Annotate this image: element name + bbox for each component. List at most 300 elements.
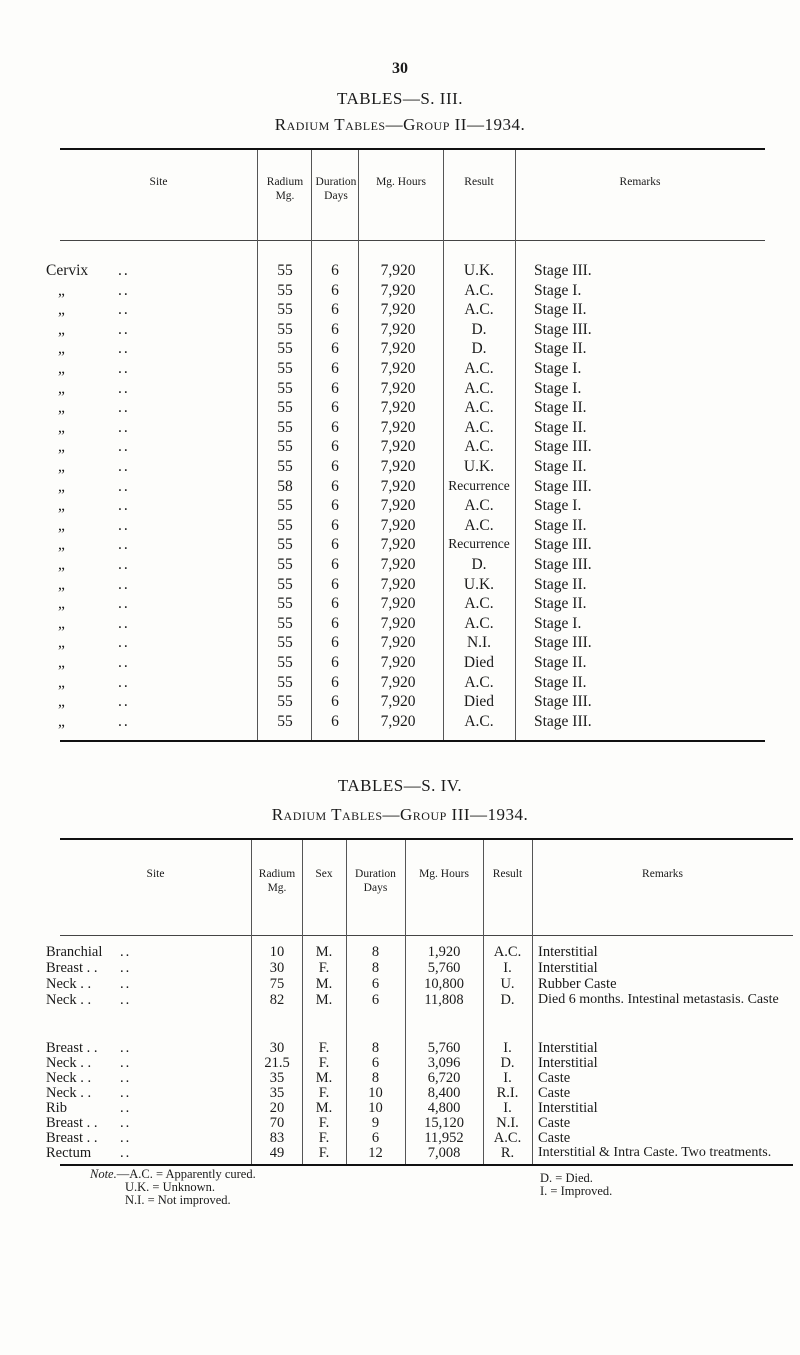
table-row [0, 536, 800, 553]
mg-hours-cell: 7,920 [380, 458, 416, 475]
duration-cell: 6 [371, 976, 380, 992]
site-cell: „ [58, 340, 65, 357]
radium-cell: 35 [269, 1085, 285, 1101]
table3-bottom-rule [60, 740, 765, 742]
site-cell: „ [58, 282, 65, 299]
site-cell: Breast . . [46, 960, 98, 976]
sex-cell: M. [315, 992, 333, 1008]
sex-cell: M. [315, 1070, 333, 1086]
site-cell: „ [58, 556, 65, 573]
duration-cell: 6 [331, 262, 339, 279]
result-cell: U.K. [463, 458, 495, 475]
mg-hours-cell: 7,920 [380, 497, 416, 514]
radium-cell: 55 [277, 536, 293, 553]
sex-cell: M. [315, 1100, 333, 1116]
dots-cell: .. [120, 1055, 132, 1071]
sex-cell: F. [318, 1055, 330, 1071]
radium-cell: 55 [277, 693, 293, 710]
radium-cell: 82 [269, 992, 285, 1008]
table3-title: TABLES—S. III. [336, 89, 464, 108]
duration-cell: 6 [331, 438, 339, 455]
table4-bottom-rule [60, 1164, 793, 1166]
duration-cell: 6 [371, 992, 380, 1008]
table4-header-sex: Sex [315, 868, 333, 880]
mg-hours-cell: 3,096 [427, 1055, 461, 1071]
dots-cell: .. [118, 713, 130, 730]
dots-cell: .. [118, 458, 130, 475]
sex-cell: F. [318, 1130, 330, 1146]
table3-top-rule [60, 148, 765, 150]
site-cell: „ [58, 321, 65, 338]
note-right [540, 1172, 612, 1198]
result-cell: A.C. [464, 419, 494, 436]
table-row [0, 654, 800, 671]
remarks-cell: Stage I. [534, 615, 582, 632]
site-cell: „ [58, 399, 65, 416]
mg-hours-cell: 7,920 [380, 634, 416, 651]
table-row [0, 360, 800, 377]
radium-cell: 55 [277, 419, 293, 436]
table-row [0, 556, 800, 573]
duration-cell: 6 [331, 615, 339, 632]
duration-cell: 12 [368, 1145, 383, 1161]
result-cell: U.K. [463, 576, 495, 593]
table-row [0, 301, 800, 318]
note-label: Note. [90, 1167, 117, 1181]
mg-hours-cell: 7,920 [380, 321, 416, 338]
dots-cell: .. [118, 301, 130, 318]
result-cell: Recurrence [448, 478, 510, 493]
result-cell: D. [500, 1055, 515, 1071]
dots-cell: .. [120, 1115, 132, 1131]
table3-header-rule [60, 240, 765, 241]
site-cell: Cervix [46, 262, 89, 279]
dots-cell: .. [118, 419, 130, 436]
result-cell: A.C. [464, 713, 494, 730]
dots-cell: .. [118, 576, 130, 593]
site-cell: „ [58, 458, 65, 475]
result-cell: A.C. [464, 497, 494, 514]
remarks-cell: Stage II. [534, 399, 587, 416]
duration-cell: 6 [371, 1130, 380, 1146]
mg-hours-cell: 1,920 [427, 944, 461, 960]
mg-hours-cell: 7,920 [380, 595, 416, 612]
duration-cell: 6 [331, 399, 339, 416]
radium-cell: 55 [277, 438, 293, 455]
mg-hours-cell: 7,008 [427, 1145, 461, 1161]
site-cell: „ [58, 634, 65, 651]
result-cell: I. [503, 1040, 512, 1056]
radium-cell: 83 [269, 1130, 285, 1146]
duration-cell: 8 [371, 1070, 380, 1086]
result-cell: R.I. [496, 1085, 519, 1101]
result-cell: R. [500, 1145, 515, 1161]
table3-header-result: Result [464, 176, 494, 188]
dots-cell: .. [118, 321, 130, 338]
table-row [0, 992, 800, 1009]
table-row [0, 713, 800, 730]
site-cell: „ [58, 419, 65, 436]
dots-cell: .. [118, 634, 130, 651]
remarks-cell: Caste [538, 1130, 571, 1146]
result-cell: D. [471, 340, 487, 357]
page-number: 30 [392, 60, 408, 77]
remarks-cell: Stage III. [534, 634, 592, 651]
remarks-cell: Stage II. [534, 340, 587, 357]
remarks-cell: Died 6 months. Intestinal metastasis. Caste [538, 992, 779, 1007]
table-row [0, 419, 800, 436]
duration-cell: 10 [368, 1100, 383, 1116]
dots-cell: .. [120, 944, 132, 960]
table-row [0, 282, 800, 299]
mg-hours-cell: 7,920 [380, 536, 416, 553]
site-cell: Neck . . [46, 992, 92, 1008]
mg-hours-cell: 4,800 [427, 1100, 461, 1116]
mg-hours-cell: 15,120 [424, 1115, 464, 1131]
duration-cell: 6 [371, 1055, 380, 1071]
mg-hours-cell: 7,920 [380, 517, 416, 534]
site-cell: Breast . . [46, 1040, 98, 1056]
table3-header-site: Site [149, 176, 168, 188]
dots-cell: .. [120, 976, 132, 992]
table4-header-rule [60, 935, 793, 936]
remarks-cell: Caste [538, 1085, 571, 1101]
radium-cell: 55 [277, 262, 293, 279]
remarks-cell: Stage II. [534, 301, 587, 318]
duration-cell: 8 [371, 1040, 380, 1056]
duration-cell: 6 [331, 340, 339, 357]
duration-cell: 6 [331, 301, 339, 318]
table4-header-result: Result [492, 868, 523, 880]
site-cell: „ [58, 517, 65, 534]
mg-hours-cell: 7,920 [380, 340, 416, 357]
site-cell: „ [58, 301, 65, 318]
remarks-cell: Stage III. [534, 262, 592, 279]
remarks-cell: Stage III. [534, 438, 592, 455]
note-line: U.K. = Unknown. [125, 1180, 216, 1194]
dots-cell: .. [120, 1100, 132, 1116]
duration-cell: 8 [371, 944, 380, 960]
radium-cell: 55 [277, 674, 293, 691]
table-row [0, 497, 800, 514]
dots-cell: .. [118, 674, 130, 691]
result-cell: A.C. [464, 399, 494, 416]
duration-cell: 6 [331, 321, 339, 338]
radium-cell: 55 [277, 399, 293, 416]
note-line: —A.C. = Apparently cured. [116, 1167, 256, 1181]
table4-header-radium: Radium Mg. [258, 868, 296, 894]
remarks-cell: Stage II. [534, 517, 587, 534]
dots-cell: .. [118, 595, 130, 612]
radium-cell: 35 [269, 1070, 285, 1086]
remarks-cell: Stage I. [534, 380, 582, 397]
remarks-cell: Stage I. [534, 360, 582, 377]
radium-cell: 55 [277, 634, 293, 651]
mg-hours-cell: 6,720 [427, 1070, 461, 1086]
radium-cell: 70 [269, 1115, 285, 1131]
result-cell: A.C. [464, 674, 494, 691]
sex-cell: M. [315, 976, 333, 992]
remarks-cell: Stage II. [534, 654, 587, 671]
table-row [0, 634, 800, 651]
table4-header-site: Site [146, 868, 165, 880]
table3-subtitle: Radium Tables—Group II—1934. [274, 115, 526, 134]
dots-cell: .. [118, 399, 130, 416]
radium-cell: 55 [277, 713, 293, 730]
remarks-cell: Rubber Caste [538, 976, 617, 992]
table4-header-duration: Duration Days [355, 868, 396, 894]
radium-cell: 10 [269, 944, 285, 960]
site-cell: „ [58, 693, 65, 710]
result-cell: A.C. [464, 595, 494, 612]
dots-cell: .. [118, 380, 130, 397]
table4-subtitle: Radium Tables—Group III—1934. [271, 805, 529, 824]
table3-header-remarks: Remarks [619, 176, 661, 188]
site-cell: Neck . . [46, 1070, 92, 1086]
remarks-cell: Stage II. [534, 674, 587, 691]
radium-cell: 55 [277, 340, 293, 357]
table-row [0, 380, 800, 397]
table4-title: TABLES—S. IV. [337, 776, 463, 795]
mg-hours-cell: 7,920 [380, 576, 416, 593]
dots-cell: .. [118, 615, 130, 632]
remarks-cell: Stage II. [534, 458, 587, 475]
dots-cell: .. [120, 1040, 132, 1056]
remarks-cell: Stage III. [534, 321, 592, 338]
remarks-cell: Stage III. [534, 556, 592, 573]
table-row [0, 595, 800, 612]
result-cell: N.I. [496, 1115, 519, 1131]
site-cell: Rectum [46, 1145, 92, 1161]
remarks-cell: Interstitial & Intra Caste. Two treatments. [538, 1145, 772, 1160]
dots-cell: .. [120, 1130, 132, 1146]
duration-cell: 6 [331, 478, 339, 495]
site-cell: „ [58, 497, 65, 514]
sex-cell: F. [318, 1085, 330, 1101]
table-row [0, 340, 800, 357]
result-cell: A.C. [464, 282, 494, 299]
mg-hours-cell: 7,920 [380, 399, 416, 416]
duration-cell: 6 [331, 595, 339, 612]
mg-hours-cell: 7,920 [380, 615, 416, 632]
sex-cell: F. [318, 1115, 330, 1131]
radium-cell: 55 [277, 576, 293, 593]
mg-hours-cell: 7,920 [380, 713, 416, 730]
table3-header-duration: Duration Days [315, 176, 357, 202]
table-row [0, 615, 800, 632]
result-cell: U.K. [463, 262, 495, 279]
table-row [0, 458, 800, 475]
table-row [0, 944, 800, 961]
duration-cell: 6 [331, 380, 339, 397]
site-cell: Neck . . [46, 976, 92, 992]
duration-cell: 8 [371, 960, 380, 976]
site-cell: „ [58, 438, 65, 455]
remarks-cell: Interstitial [538, 1040, 598, 1056]
dots-cell: .. [118, 340, 130, 357]
site-cell: Neck . . [46, 1085, 92, 1101]
dots-cell: .. [120, 960, 132, 976]
duration-cell: 6 [331, 360, 339, 377]
remarks-cell: Interstitial [538, 960, 598, 976]
remarks-cell: Interstitial [538, 944, 598, 960]
radium-cell: 58 [277, 478, 293, 495]
result-cell: Died [463, 654, 495, 671]
remarks-cell: Stage II. [534, 419, 587, 436]
duration-cell: 6 [331, 576, 339, 593]
result-cell: A.C. [464, 360, 494, 377]
site-cell: Breast . . [46, 1130, 98, 1146]
remarks-cell: Stage I. [534, 497, 582, 514]
radium-cell: 30 [269, 960, 285, 976]
dots-cell: .. [118, 438, 130, 455]
remarks-cell: Interstitial [538, 1055, 598, 1071]
mg-hours-cell: 5,760 [427, 960, 461, 976]
result-cell: A.C. [493, 944, 522, 960]
result-cell: A.C. [464, 615, 494, 632]
result-cell: A.C. [464, 380, 494, 397]
radium-cell: 55 [277, 654, 293, 671]
mg-hours-cell: 7,920 [380, 301, 416, 318]
radium-cell: 75 [269, 976, 285, 992]
dots-cell: .. [118, 478, 130, 495]
mg-hours-cell: 7,920 [380, 478, 416, 495]
mg-hours-cell: 7,920 [380, 438, 416, 455]
radium-cell: 20 [269, 1100, 285, 1116]
dots-cell: .. [118, 693, 130, 710]
duration-cell: 6 [331, 713, 339, 730]
dots-cell: .. [118, 282, 130, 299]
mg-hours-cell: 7,920 [380, 654, 416, 671]
table-row [0, 438, 800, 455]
result-cell: I. [503, 1070, 512, 1086]
site-cell: Breast . . [46, 1115, 98, 1131]
radium-cell: 55 [277, 360, 293, 377]
radium-cell: 55 [277, 321, 293, 338]
mg-hours-cell: 11,808 [424, 992, 464, 1008]
result-cell: N.I. [466, 634, 492, 651]
note-line: N.I. = Not improved. [125, 1193, 231, 1207]
dots-cell: .. [118, 517, 130, 534]
duration-cell: 6 [331, 419, 339, 436]
dots-cell: .. [118, 262, 130, 279]
mg-hours-cell: 5,760 [427, 1040, 461, 1056]
duration-cell: 6 [331, 458, 339, 475]
radium-cell: 55 [277, 615, 293, 632]
site-cell: Rib [46, 1100, 67, 1116]
result-cell: I. [503, 960, 512, 976]
mg-hours-cell: 7,920 [380, 419, 416, 436]
note-line: I. = Improved. [540, 1184, 613, 1198]
result-cell: U. [500, 976, 515, 992]
table4-header-mg-hours: Mg. Hours [419, 868, 469, 880]
table-row [0, 976, 800, 993]
remarks-cell: Stage I. [534, 282, 582, 299]
table-row [0, 399, 800, 416]
table4-header-remarks: Remarks [642, 868, 683, 880]
site-cell: „ [58, 654, 65, 671]
result-cell: A.C. [464, 301, 494, 318]
dots-cell: .. [120, 1070, 132, 1086]
result-cell: D. [471, 321, 487, 338]
radium-cell: 55 [277, 517, 293, 534]
mg-hours-cell: 8,400 [427, 1085, 461, 1101]
sex-cell: F. [318, 1145, 330, 1161]
result-cell: A.C. [493, 1130, 522, 1146]
table-row [0, 576, 800, 593]
duration-cell: 6 [331, 517, 339, 534]
radium-cell: 55 [277, 556, 293, 573]
duration-cell: 6 [331, 556, 339, 573]
duration-cell: 6 [331, 634, 339, 651]
mg-hours-cell: 7,920 [380, 282, 416, 299]
duration-cell: 6 [331, 497, 339, 514]
table-row [0, 478, 800, 495]
site-cell: Branchial [46, 944, 103, 960]
table3-header-mg-hours: Mg. Hours [376, 176, 426, 188]
radium-cell: 55 [277, 497, 293, 514]
site-cell: „ [58, 360, 65, 377]
dots-cell: .. [118, 497, 130, 514]
mg-hours-cell: 7,920 [380, 556, 416, 573]
result-cell: Died [463, 693, 495, 710]
table-row [0, 674, 800, 691]
result-cell: I. [503, 1100, 512, 1116]
result-cell: D. [471, 556, 487, 573]
dots-cell: .. [120, 1145, 132, 1161]
table-row [0, 693, 800, 710]
site-cell: „ [58, 674, 65, 691]
site-cell: „ [58, 713, 65, 730]
radium-cell: 55 [277, 458, 293, 475]
site-cell: „ [58, 380, 65, 397]
site-cell: „ [58, 536, 65, 553]
radium-cell: 55 [277, 301, 293, 318]
remarks-cell: Caste [538, 1115, 571, 1131]
remarks-cell: Stage III. [534, 713, 592, 730]
duration-cell: 6 [331, 654, 339, 671]
result-cell: Recurrence [448, 536, 510, 551]
radium-cell: 30 [269, 1040, 285, 1056]
note-left [90, 1168, 256, 1207]
dots-cell: .. [118, 360, 130, 377]
mg-hours-cell: 7,920 [380, 674, 416, 691]
mg-hours-cell: 11,952 [424, 1130, 464, 1146]
table-row [0, 960, 800, 977]
remarks-cell: Stage II. [534, 595, 587, 612]
duration-cell: 6 [331, 282, 339, 299]
mg-hours-cell: 7,920 [380, 360, 416, 377]
sex-cell: F. [318, 960, 330, 976]
remarks-cell: Interstitial [538, 1100, 598, 1116]
site-cell: „ [58, 576, 65, 593]
site-cell: „ [58, 478, 65, 495]
radium-cell: 55 [277, 595, 293, 612]
site-cell: „ [58, 595, 65, 612]
sex-cell: F. [318, 1040, 330, 1056]
dots-cell: .. [120, 1085, 132, 1101]
table4-top-rule [60, 838, 793, 840]
table-row [0, 1145, 800, 1162]
duration-cell: 6 [331, 674, 339, 691]
duration-cell: 6 [331, 693, 339, 710]
dots-cell: .. [120, 992, 132, 1008]
table3-header-radium: Radium Mg. [266, 176, 304, 202]
note-line: D. = Died. [540, 1171, 593, 1185]
remarks-cell: Caste [538, 1070, 571, 1086]
duration-cell: 6 [331, 536, 339, 553]
remarks-cell: Stage III. [534, 478, 592, 495]
